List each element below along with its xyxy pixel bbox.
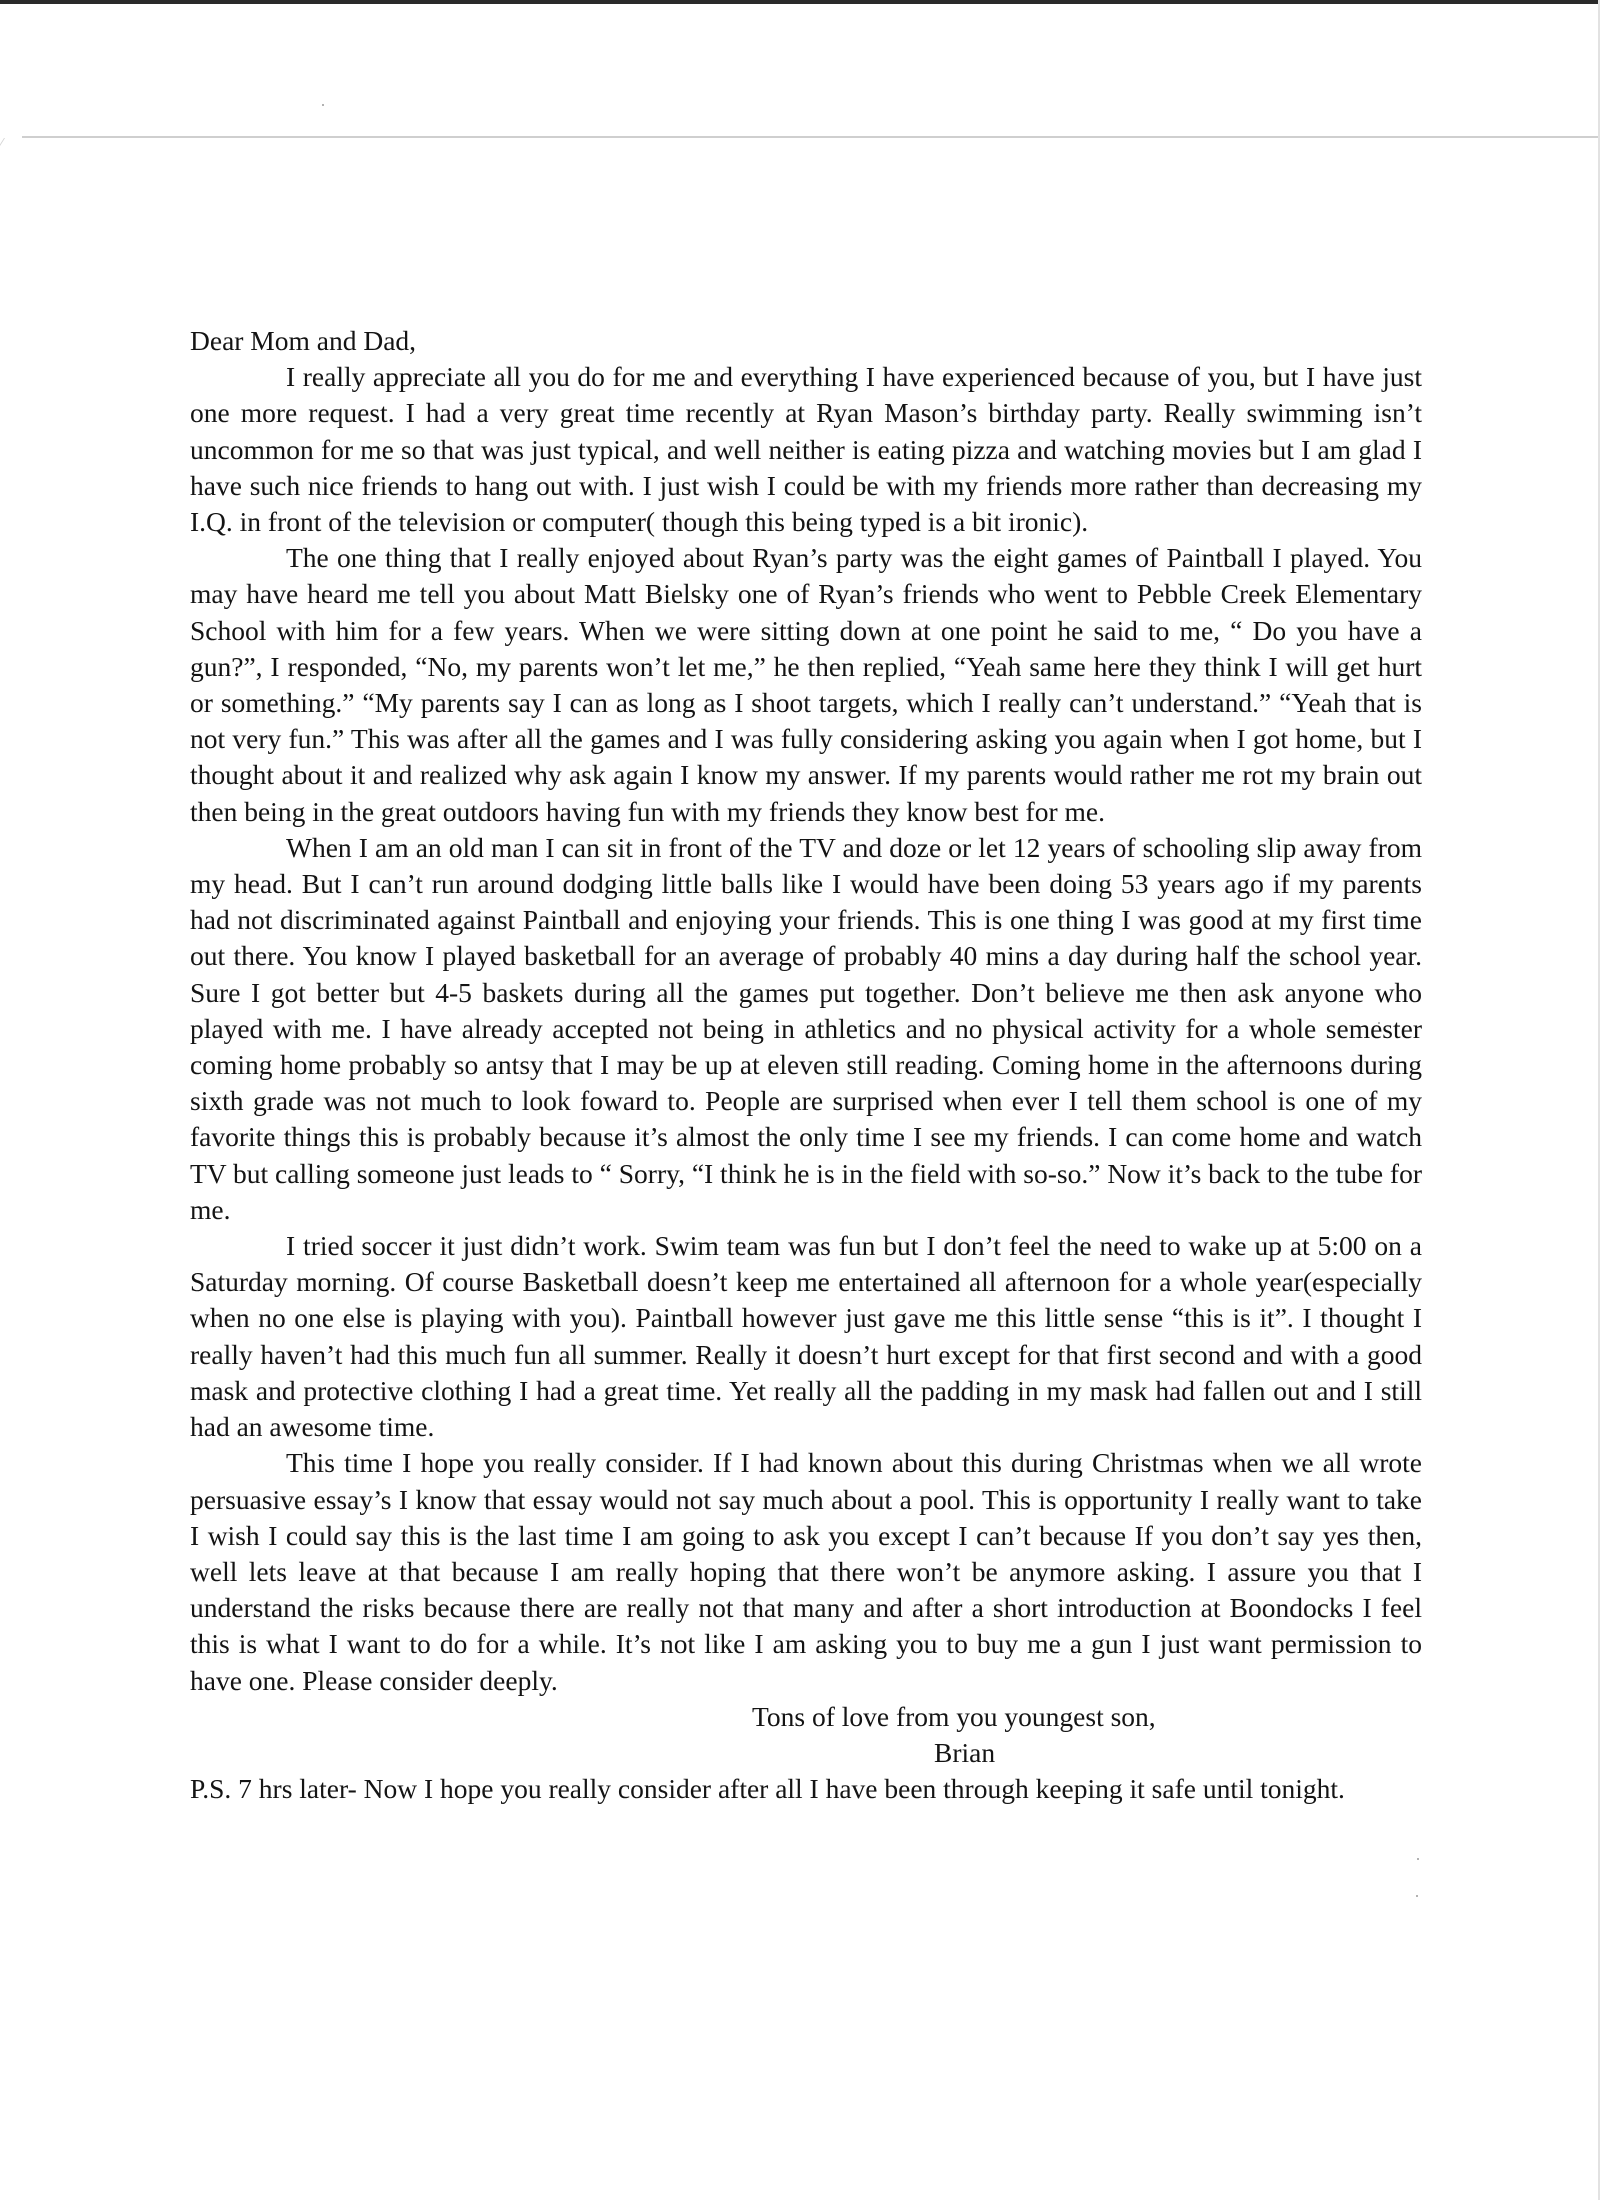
scan-speck bbox=[1416, 1895, 1418, 1897]
scan-top-edge bbox=[0, 0, 1600, 4]
letter-signature: Brian bbox=[934, 1736, 996, 1768]
scan-speck bbox=[1417, 1858, 1419, 1860]
letter-closing: Tons of love from you youngest son, bbox=[752, 1700, 1156, 1732]
letter-postscript: P.S. 7 hrs later- Now I hope you really consider after all I have been through keeping it safe until tonight. bbox=[190, 1773, 1345, 1805]
letter-paragraph-2: The one thing that I really enjoyed about Ryan’s party was the eight games of Paintball I played. You may have heard me tell you about Matt Bielsky one of Ryan’s friends who went to Pebble Creek Elementary School with him for a few years. When we were sitting down at one point he said to me, “ Do you have a gun?”, I responded, “No, my parents won’t let me,” he then replied, “Yeah same here they think I will get hurt or something.” “My parents say I can as long as I shoot targets, which I really can’t understand.” “Yeah that is not very fun.” This was after all the games and I was fully considering asking you again when I got home, but I thought about it and realized why ask again I know my answer. If my parents would rather me rot my brain out then being in the great outdoors having fun with my friends they know best for me. bbox=[190, 542, 1422, 827]
scan-page-edge-line bbox=[22, 136, 1600, 138]
letter-paragraph-1: I really appreciate all you do for me and everything I have experienced because of you, but I have just one more request. I had a very great time recently at Ryan Mason’s birthday party. Really swimming isn’t uncommon for me so that was just typical, and well neither is eating pizza and watching movies but I am glad I have such nice friends to hang out with. I just wish I could be with my friends more rather than decreasing my I.Q. in front of the television or computer( though this being typed is a bit ironic). bbox=[190, 361, 1422, 538]
letter-salutation: Dear Mom and Dad, bbox=[190, 325, 417, 356]
scan-speck bbox=[322, 104, 324, 106]
letter-paragraph-4: I tried soccer it just didn’t work. Swim team was fun but I don’t feel the need to wake up at 5:00 on a Saturday morning. Of course Basketball doesn’t keep me entertained all afternoon for a whole year(especially when no one else is playing with you). Paintball however just gave me this little sense “this is it”. I thought I really haven’t had this much fun all summer. Really it doesn’t hurt except for that first second and with a good mask and protective clothing I had a great time. Yet really all the padding in my mask had fallen out and I still had an awesome time. bbox=[190, 1230, 1422, 1443]
letter-paragraph-5: This time I hope you really consider. If I had known about this during Christmas when we all wrote persuasive essay’s I know that essay would not say much about a pool. This is opportunity I really want to take I wish I could say this is the last time I am going to ask you except I can’t because If you don’t say yes then, well lets leave at that because I am really hoping that there won’t be anymore asking. I assure you that I understand the risks because there are really not that many and after a short introduction at Boondocks I feel this is what I want to do for a while. It’s not like I am asking you to buy me a gun I just want permission to have one. Please consider deeply. bbox=[190, 1447, 1422, 1696]
scan-page-corner bbox=[0, 138, 31, 174]
letter-paragraph-3: When I am an old man I can sit in front of the TV and doze or let 12 years of schooling slip away from my head. But I can’t run around dodging little balls like I would have been doing 53 years ago if my parents had not discriminated against Paintball and enjoying your friends. This is one thing I was good at my first time out there. You know I played basketball for an average of probably 40 mins a day during half the school year. Sure I got better but 4-5 baskets during all the games put together. Don’t believe me then ask anyone who played with me. I have already accepted not being in athletics and no physical activity for a whole semester coming home probably so antsy that I may be up at eleven still reading. Coming home in the afternoons during sixth grade was not much to look foward to. People are surprised when ever I tell them school is one of my favorite things this is probably because it’s almost the only time I see my friends. I can come home and watch TV but calling someone just leads to “ Sorry, “I think he is in the field with so-so.” Now it’s back to the tube for me. bbox=[190, 831, 1422, 1225]
letter-body bbox=[190, 323, 1422, 1807]
